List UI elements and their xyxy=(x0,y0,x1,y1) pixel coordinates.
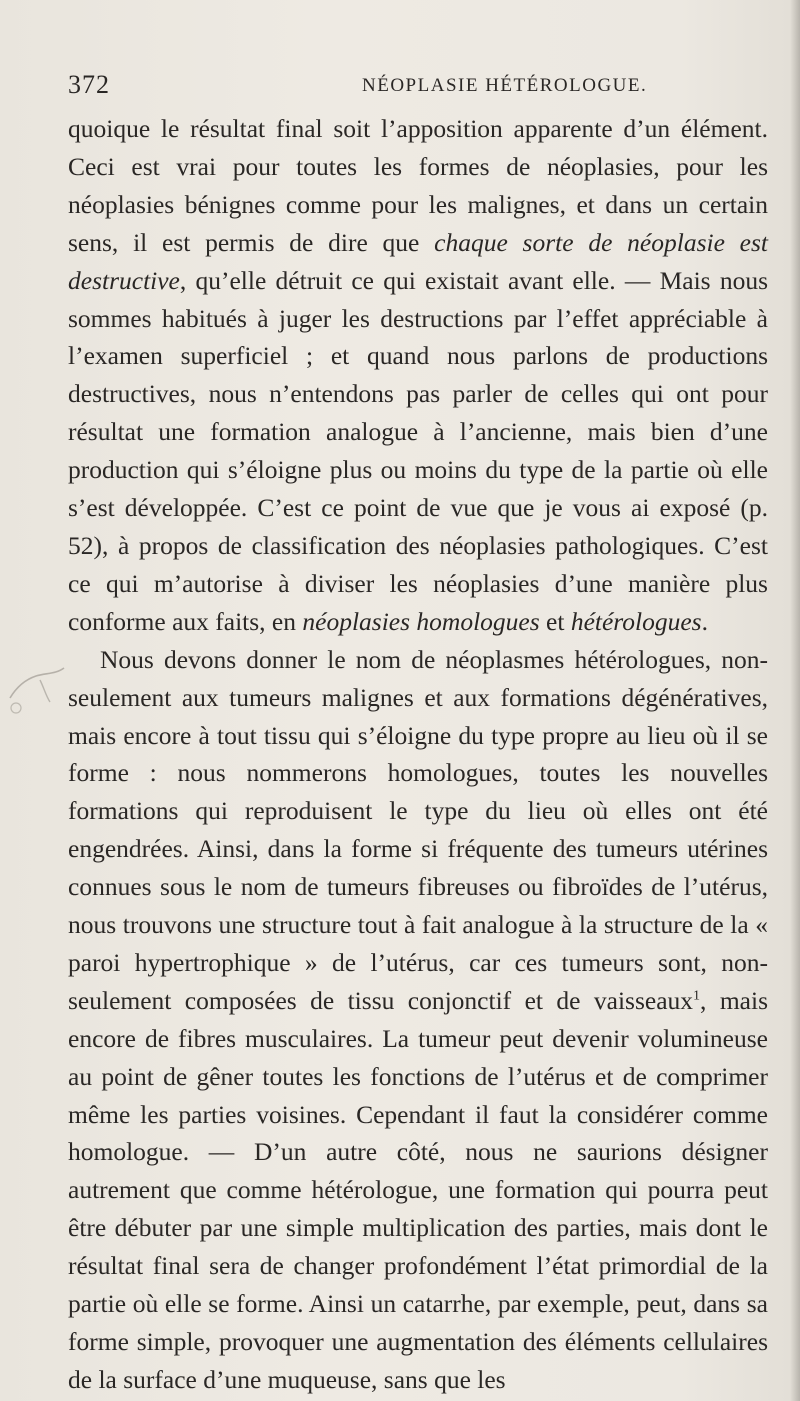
italic-phrase: chaque sorte de néoplasie est destructive xyxy=(68,227,768,295)
paragraph xyxy=(68,641,768,1399)
text-run: , mais encore de fibres musculaires. La tumeur peut devenir volumineuse au point de gêner toutes les fonctions de l’utérus et de comprimer même les parties voisines. Cependant il faut la considérer comme homologue. — D’un autre côté, nous ne saurions désigner autrement que comme hétérologue, une formation qui pourra peut être débuter par une simple multiplication des parties, mais dont le résultat final sera de changer profondément l’état primordial de la partie où elle se forme. Ainsi un catarrhe, par exemple, peut, dans sa forme simple, provoquer une augmentation des éléments cellulaires de la surface d’une muqueuse, sans que les xyxy=(68,985,769,1394)
footnote-marker: 1 xyxy=(693,988,701,1004)
italic-term: néoplasies homologues xyxy=(302,606,540,636)
running-title: NÉOPLASIE HÉTÉROLOGUE. xyxy=(362,75,648,96)
page-number: 372 xyxy=(68,70,110,99)
italic-term: hétérologues xyxy=(570,606,702,636)
text-run: Nous devons donner le nom de néoplasmes hétérologues, non-seulement aux tumeurs malignes et aux formations dégénératives, mais encore à tout tissu qui s’éloigne du type propre au lieu où il se forme : nous nommerons homologues, toutes les nouvelles formations qui reproduisent le type du lieu où elles ont été engendrées. Ainsi, dans la forme si fréquente des tumeurs utérines connues sous le nom de tumeurs fibreuses ou fibroïdes de l’utérus, nous trouvons une structure tout à fait analogue à la structure de la « paroi hypertrophique » de l’utérus, car ces tumeurs sont, non-seulement composées de tissu conjonctif et de vaisseaux xyxy=(68,644,768,1015)
text-run: . xyxy=(701,606,708,636)
page-edge-shadow xyxy=(790,0,800,1401)
pencil-mark-icon xyxy=(6,658,68,718)
page-header xyxy=(68,70,768,100)
text-run: , qu’elle détruit ce qui existait avant elle. — Mais nous sommes habitués à juger les destructions par l’effet appréciable à l’examen superficiel ; et quand nous parlons de productions destructives, nous n’entendons pas parler de celles qui ont pour résultat une formation analogue à l’ancienne, mais bien d’une production qui s’éloigne plus ou moins du type de la partie où elle s’est développée. C’est ce point de vue que je vous ai exposé (p. 52), à propos de classification des néoplasies pathologiques. C’est ce qui m’autorise à diviser les néoplasies d’une manière plus conforme aux faits, en xyxy=(68,265,768,636)
main-text xyxy=(68,110,768,1399)
text-run: et xyxy=(539,606,571,636)
paragraph xyxy=(68,110,768,641)
text-run: quoique le résultat final soit l’apposition apparente d’un élément. Ceci est vrai pour toutes les formes de néoplasies, pour les néoplasies bénignes comme pour les malignes, et dans un certain sens, il est permis de dire que xyxy=(68,114,768,257)
